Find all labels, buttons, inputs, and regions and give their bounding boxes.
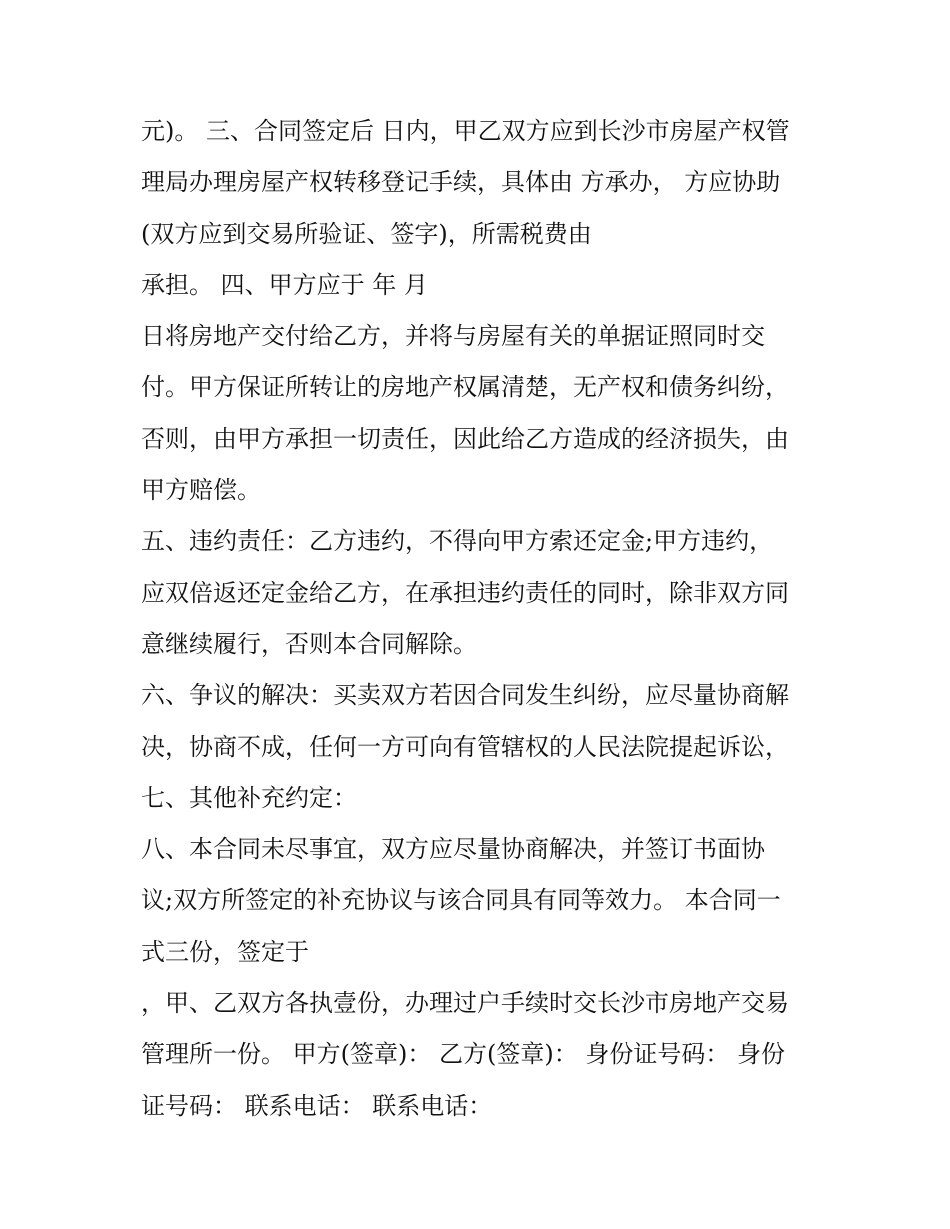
text-line: 承担。 四、甲方应于 年 月 — [141, 270, 428, 299]
text-line: 意继续履行，否则本合同解除。 — [141, 629, 477, 658]
text-line: 六、争议的解决：买卖双方若因合同发生纠纷，应尽量协商解 — [141, 681, 789, 710]
text-line: 理局办理房屋产权转移登记手续，具体由 方承办， 方应协助 — [141, 168, 781, 197]
text-line: 付。甲方保证所转让的房地产权属清楚，无产权和债务纠纷， — [141, 373, 789, 402]
text-line: (双方应到交易所验证、签字)，所需税费由 — [141, 219, 592, 248]
text-line: 议;双方所签定的补充协议与该合同具有同等效力。 本合同一 — [141, 886, 781, 915]
text-line: 否则，由甲方承担一切责任，因此给乙方造成的经济损失，由 — [141, 424, 789, 453]
text-line: 决，协商不成，任何一方可向有管辖权的人民法院提起诉讼， — [141, 732, 789, 761]
text-line: ，甲、乙双方各执壹份，办理过户手续时交长沙市房地产交易 — [141, 989, 789, 1018]
text-line: 日将房地产交付给乙方，并将与房屋有关的单据证照同时交 — [141, 322, 765, 351]
text-line: 元)。 三、合同签定后 日内，甲乙双方应到长沙市房屋产权管 — [141, 117, 790, 145]
text-line: 证号码： 联系电话： 联系电话： — [141, 1091, 493, 1120]
contract-text — [141, 108, 821, 1134]
text-line: 式三份，签定于 — [141, 937, 309, 966]
text-line: 管理所一份。 甲方(签章)： 乙方(签章)： 身份证号码： 身份 — [141, 1040, 785, 1069]
text-line: 七、其他补充约定： — [141, 783, 357, 812]
text-line: 八、本合同未尽事宜，双方应尽量协商解决，并签订书面协 — [141, 835, 765, 864]
text-line: 甲方赔偿。 — [141, 476, 261, 505]
text-line: 五、违约责任：乙方违约，不得向甲方索还定金;甲方违约， — [141, 527, 774, 556]
text-line: 应双倍返还定金给乙方，在承担违约责任的同时，除非双方同 — [141, 578, 789, 607]
